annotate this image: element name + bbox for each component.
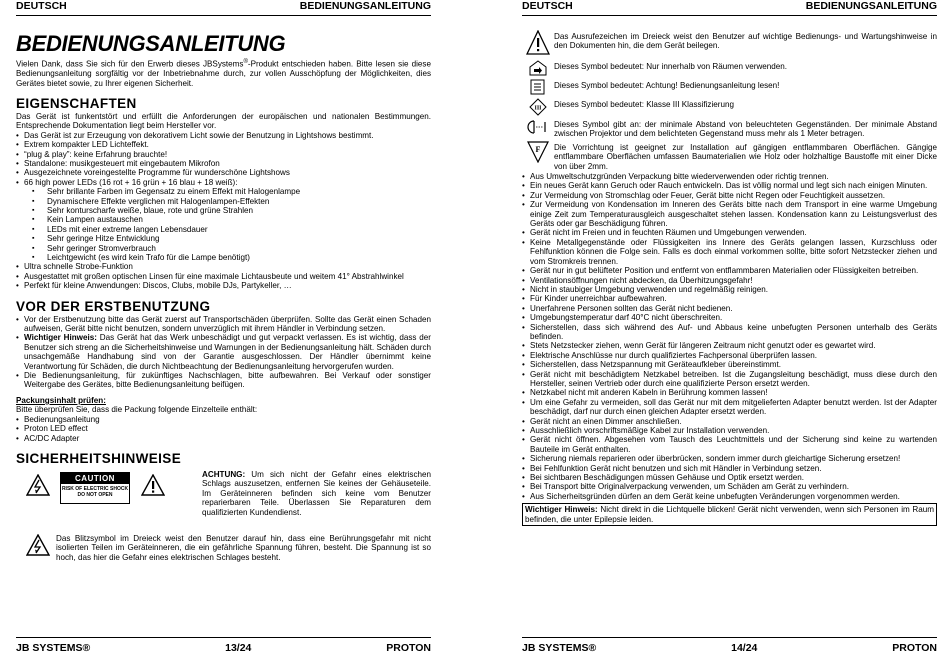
list-item: ▪ LEDs mit einer extreme langen Lebensdauer <box>16 225 431 234</box>
class-3-icon <box>529 98 547 116</box>
features-list <box>16 131 431 187</box>
symbol-row <box>522 79 937 95</box>
caution-text-2: DO NOT OPEN <box>77 491 113 498</box>
header-language: DEUTSCH <box>522 0 573 12</box>
list-item: • Um eine Gefahr zu vermeiden, soll das Gerät nur mit dem mitgelieferten Adapter benutzt werden. Ist der Adapter beschädigt, darf nur durch einen gleichen Adapter ersetzt werden. <box>522 398 937 417</box>
footer-brand: JB SYSTEMS® <box>522 642 597 654</box>
read-manual-icon <box>529 79 547 95</box>
min-distance-icon <box>526 118 550 136</box>
list-item: • Die Bedienungsanleitung, für zukünftiges Nachschlagen, bitte aufbewahren. Bei Verkauf oder sonstiger Weitergabe des Gerätes, bitte Bedienungsanleitung beifügen. <box>16 371 431 390</box>
list-item: • Netzkabel nicht mit anderen Kabeln in Berührung kommen lassen! <box>522 388 937 397</box>
list-item: • Ausgezeichnete voreingestellte Programme für wunderschöne Lightshows <box>16 168 431 177</box>
lightning-warning-icon <box>26 534 50 556</box>
list-item: • Gerät nicht im Freien und in feuchten Räumen und Umgebungen verwenden. <box>522 228 937 237</box>
package-heading: Packungsinhalt prüfen: <box>16 395 106 405</box>
svg-text:III: III <box>534 105 542 112</box>
caution-label-graphic <box>16 470 202 530</box>
list-item: • Zur Vermeidung von Stromschlag oder Feuer, Gerät bitte nicht Regen oder Feuchtigkeit aussetzen. <box>522 191 937 200</box>
page-content <box>522 30 937 526</box>
list-item: • Unerfahrene Personen sollten das Gerät nicht bedienen. <box>522 304 937 313</box>
list-item: ▪ Sehr brillante Farben im Gegensatz zu einem Effekt mit Halogenlampe <box>16 187 431 196</box>
list-item: • Aus Umweltschutzgründen Verpackung bitte wiederverwenden oder richtig trennen. <box>522 172 937 181</box>
list-item: • Extrem kompakter LED Lichteffekt. <box>16 140 431 149</box>
list-item: ▪ Leichtgewicht (es wird kein Trafo für die Lampe benötigt) <box>16 253 431 262</box>
caution-label <box>60 472 130 504</box>
caution-text-1: RISK OF ELECTRIC SHOCK <box>61 485 129 492</box>
safety-rules-list <box>522 172 937 501</box>
exclamation-triangle-icon <box>141 474 165 496</box>
safety-heading: SICHERHEITSHINWEISE <box>16 450 182 466</box>
list-item: • 66 high power LEDs (16 rot + 16 grün + 16 blau + 18 weiß): <box>16 178 431 187</box>
list-item: • Perfekt für kleine Anwendungen: Discos, Clubs, mobile DJs, Partykeller, … <box>16 281 431 290</box>
list-item: • Sicherung niemals reparieren oder überbrücken, sondern immer durch gleichartige Sicherung ersetzen! <box>522 454 937 463</box>
symbol-text: Das Ausrufezeichen im Dreieck weist den Benutzer auf wichtige Bedienungs- und Wartungshinweise in den Dokumenten hin, die dem Gerät beilegen. <box>554 32 937 51</box>
list-item: • Umgebungstemperatur darf 40°C nicht überschreiten. <box>522 313 937 322</box>
header-title: BEDIENUNGSANLEITUNG <box>805 0 937 12</box>
list-item: • Sicherstellen, dass Netzspannung mit Geräteaufkleber übereinstimmt. <box>522 360 937 369</box>
flammable-surface-icon <box>527 141 549 163</box>
list-item: • Für Kinder unerreichbar aufbewahren. <box>522 294 937 303</box>
list-item: • Wichtiger Hinweis: Das Gerät hat das Werk unbeschädigt und gut verpackt verlassen. Es ist wichtig, dass der Benutzer sich streng an die Sicherheitshinweise und Warnungen in der Bedienungsanleitung hält. Schäden durch unsachgemäße Handhabung sind von der Garantie ausgeschlossen. Der Händler übernimmt keine Verantwortung für Schäden, die durch Nichtbeachtung der Bedienungsanleitung hervorgerufen wurden. <box>16 333 431 371</box>
intro-paragraph: Vielen Dank, dass Sie sich für den Erwerb dieses JBSystems®-Produkt entschieden haben. Bitte lesen sie diese Bedienungsanleitung sorgfältig vor der Inbetriebnahme durch, zur vollen Ausschöpfung der Möglichkeiten, dies Gerätes bietet sowie, zu Ihrer eigenen Sicherheit. <box>16 59 431 88</box>
list-item: • Bei Fehlfunktion Gerät nicht benutzen und sich mit Händler in Verbindung setzen. <box>522 464 937 473</box>
list-item: • Gerät nur in gut belüfteter Position und entfernt von entflammbaren Materialien oder Flüssigkeiten betreiben. <box>522 266 937 275</box>
list-item: • “plug & play”: keine Erfahrung brauchte! <box>16 150 431 159</box>
footer-model: PROTON <box>892 642 937 654</box>
features-heading: EIGENSCHAFTEN <box>16 95 137 111</box>
symbol-text: Dieses Symbol bedeutet: Klasse III Klassifizierung <box>554 100 734 109</box>
page-number: 14/24 <box>731 642 758 654</box>
package-list <box>16 415 431 443</box>
header-title: BEDIENUNGSANLEITUNG <box>299 0 431 12</box>
lightning-warning-icon <box>26 474 50 496</box>
list-item: • Standalone: musikgesteuert mit eingebautem Mikrofon <box>16 159 431 168</box>
list-item: ▪ Kein Lampen austauschen <box>16 215 431 224</box>
exclamation-triangle-icon <box>526 30 550 56</box>
list-item: ▪ Sehr konturscharfe weiße, blaue, rote und grüne Strahlen <box>16 206 431 215</box>
page-footer <box>16 637 431 654</box>
before-use-heading: VOR DER ERSTBENUTZUNG <box>16 298 211 314</box>
list-item: • Elektrische Anschlüsse nur durch qualifiziertes Fachpersonal überprüfen lassen. <box>522 351 937 360</box>
symbol-text: Dieses Symbol bedeutet: Achtung! Bedienungsanleitung lesen! <box>554 81 780 90</box>
list-item: • Stets Netzstecker ziehen, wenn Gerät für längeren Zeitraum nicht genutzt oder es gewartet wird. <box>522 341 937 350</box>
features-intro: Das Gerät ist funkentstört und erfüllt die Anforderungen der europäischen und nationalen Bestimmungen. Entsprechende Dokumentation liegt beim Hersteller vor. <box>16 111 431 131</box>
list-item: • Keine Metallgegenstände oder Flüssigkeiten ins Innere des Geräts gelangen lassen, Kurzschluss oder Fehlfunktion können die Folge sein. Falls es doch einmal vorkommen sollte, bitte sofort Netzstecker ziehen und vom Stromkreis trennen. <box>522 238 937 266</box>
list-item: ▪ Dynamischere Effekte verglichen mit Halogenlampen-Effekten <box>16 197 431 206</box>
footer-model: PROTON <box>386 642 431 654</box>
list-item: ▪ Sehr geringe Hitze Entwicklung <box>16 234 431 243</box>
page-13 <box>16 0 431 654</box>
page-header <box>522 0 937 16</box>
list-item: • Das Gerät ist zur Erzeugung von dekorativem Licht sowie der Benutzung in Lightshows bestimmt. <box>16 131 431 140</box>
caution-title: CAUTION <box>61 473 129 484</box>
symbol-text: Die Vorrichtung ist geeignet zur Installation auf gängigen entflammbaren Oberflächen. Gängige entflammbare Oberflächen umfassen Baumaterialien wie Holz oder holzhaltige Baustoffe mit einer Dicke von über 2mm. <box>554 142 937 171</box>
epilepsy-warning: Wichtiger Hinweis: Nicht direkt in die Lichtquelle blicken! Gerät nicht verwenden, wenn sich Personen im Raum befinden, die unter Epilepsie leiden. <box>522 503 937 526</box>
list-item: • Ventilationsöffnungen nicht abdecken, da Überhitzungsgefahr! <box>522 276 937 285</box>
page-14 <box>522 0 937 654</box>
page-footer <box>522 637 937 654</box>
list-item: • Bei Transport bitte Originalverpackung verwenden, um Schäden am Gerät zu verhindern. <box>522 482 937 491</box>
list-item: • Zur Vermeidung von Kondensation im Inneren des Geräts bitte nach dem Transport in eine warme Umgebung einige Zeit zum Temperaturausgleich ausgeschaltet stehen lassen. Kondensation kann zu Leistungsverlust des Geräts oder gar Beschädigung führen. <box>522 200 937 228</box>
list-item: • Bei sichtbaren Beschädigungen müssen Gehäuse und Optik ersetzt werden. <box>522 473 937 482</box>
list-item: • Vor der Erstbenutzung bitte das Gerät zuerst auf Transportschäden überprüfen. Sollte das Gerät einen Schaden aufweisen, Gerät bitte nicht benutzen, sondern unverzüglich mit ihrem Händler in Verbindung setzen. <box>16 315 431 334</box>
lightning-note <box>16 534 431 562</box>
list-item: • Bedienungsanleitung <box>16 415 431 424</box>
list-item: ▪ Sehr geringer Stromverbrauch <box>16 244 431 253</box>
list-item: • Gerät nicht an einen Dimmer anschließen. <box>522 417 937 426</box>
list-item: • Gerät nicht öffnen. Abgesehen vom Tausch des Leuchtmittels und der Sicherung sind keine zu wartenden Bauteile im Gerät enthalten. <box>522 435 937 454</box>
list-item: • Sicherstellen, dass sich während des Auf- und Abbaus keine unbefugten Personen unterhalb des Geräts befinden. <box>522 323 937 342</box>
symbol-text: Dieses Symbol bedeutet: Nur innerhalb von Räumen verwenden. <box>554 62 788 71</box>
list-item: • Ausschließlich vorschriftsmäßige Kabel zur Installation verwenden. <box>522 426 937 435</box>
list-item: • AC/DC Adapter <box>16 434 431 443</box>
list-item: • Ausgestattet mit großen optischen Linsen für eine maximale Lichtausbeute und weitem 41° Abstrahlwinkel <box>16 272 431 281</box>
list-item: • Gerät nicht mit beschädigtem Netzkabel betreiben. Ist die Zugangsleitung beschädigt, muss diese durch den Hersteller, seinen Vertrieb oder durch eine qualifizierte Person ersetzt werden. <box>522 370 937 389</box>
symbol-row <box>522 30 937 56</box>
symbol-text: Dieses Symbol gibt an: der minimale Abstand von beleuchteten Gegenständen. Der minimale Abstand zwischen Projektor und dem belichteten Gegenstand muss mehr als 1 Meter betragen. <box>554 120 937 139</box>
symbol-row <box>522 118 937 139</box>
page-header <box>16 0 431 16</box>
led-benefits-list <box>16 187 431 262</box>
header-language: DEUTSCH <box>16 0 67 12</box>
list-item: • Ultra schnelle Strobe-Funktion <box>16 262 431 271</box>
symbol-row <box>522 60 937 76</box>
svg-text:F: F <box>535 144 541 154</box>
before-use-list <box>16 315 431 390</box>
list-item: • Aus Sicherheitsgründen dürfen an dem Gerät keine unbefugten Veränderungen vorgenommen werden. <box>522 492 937 501</box>
list-item: • Ein neues Gerät kann Geruch oder Rauch entwickeln. Das ist völlig normal und legt sich nach einigen Minuten. <box>522 181 937 190</box>
list-item: • Proton LED effect <box>16 424 431 433</box>
package-intro: Bitte überprüfen Sie, dass die Packung folgende Einzelteile enthält: <box>16 405 258 415</box>
footer-brand: JB SYSTEMS® <box>16 642 91 654</box>
symbol-row <box>522 141 937 171</box>
indoor-use-icon <box>529 60 547 76</box>
page-content <box>16 28 431 562</box>
lightning-text: Das Blitzsymbol im Dreieck weist den Benutzer darauf hin, dass eine Berührungsgefahr mit nicht isolierten Teilen im Geräteinneren, die ein gefährliche Spannung führen, besteht. Die Spannung ist so hoch, das hier die Gefahr eines elektrischen Schlages besteht. <box>56 533 431 562</box>
symbol-row <box>522 98 937 116</box>
page-number: 13/24 <box>225 642 252 654</box>
achtung-text: ACHTUNG: Um sich nicht der Gefahr eines elektrischen Schlags auszusetzen, entfernen Sie keines der Gehäuseteile. Im Geräteinneren befinden sich keine vom Benutzer reparierbaren Teile. Überlassen Sie Reparaturen dem qualifizierten Kundendienst. <box>202 469 431 517</box>
safety-block <box>16 470 431 530</box>
manual-title: BEDIENUNGSANLEITUNG <box>16 31 286 56</box>
features-list-continued <box>16 262 431 290</box>
list-item: • Nicht in staubiger Umgebung verwenden und regelmäßig reinigen. <box>522 285 937 294</box>
